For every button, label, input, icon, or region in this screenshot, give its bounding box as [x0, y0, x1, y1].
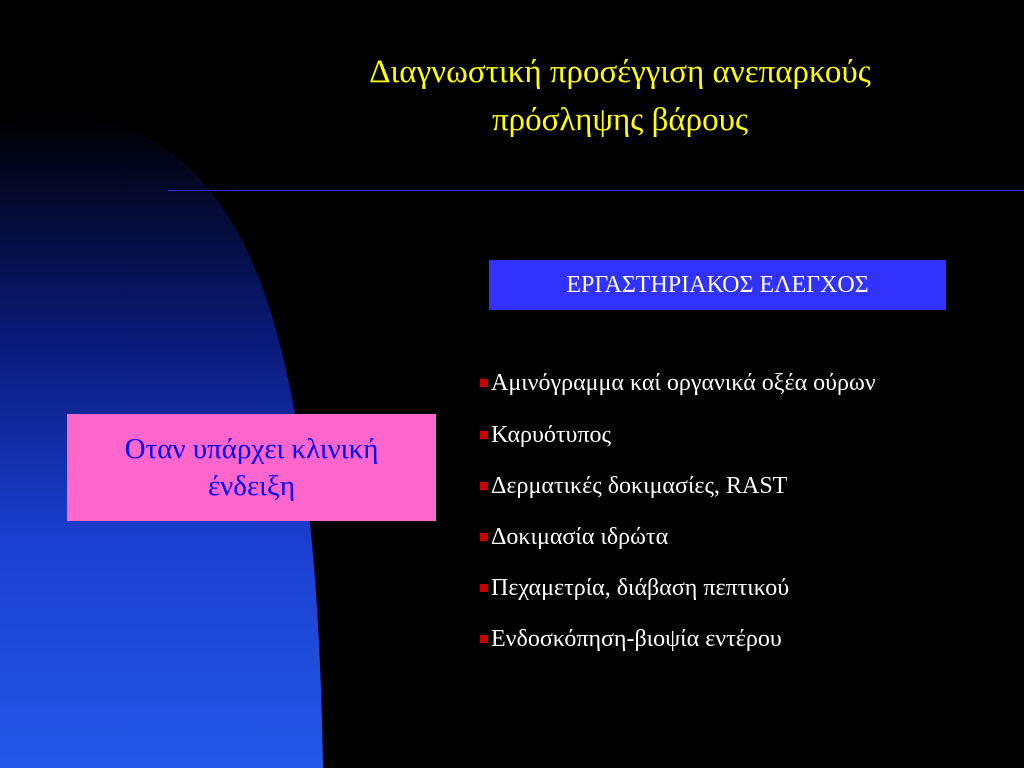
lab-tests-list [480, 366, 980, 673]
list-item-text: Αμινόγραμμα καί οργανικά οξέα ούρων [491, 370, 876, 396]
clinical-indication-box [67, 414, 436, 521]
slide-title [230, 48, 1010, 144]
list-item [480, 469, 980, 503]
title-line: Διαγνωστική προσέγγιση ανεπαρκούς [369, 54, 871, 90]
square-bullet-icon [480, 379, 488, 387]
square-bullet-icon [480, 584, 488, 592]
lab-testing-header: ΕΡΓΑΣΤΗΡΙΑΚΟΣ ΕΛΕΓΧΟΣ [489, 260, 946, 310]
list-item [480, 571, 980, 605]
list-item-text: Καρυότυπος [491, 422, 612, 448]
indication-line: ένδειξη [207, 469, 296, 502]
list-item-text: Ενδοσκόπηση-βιοψία εντέρου [491, 626, 782, 652]
square-bullet-icon [480, 533, 488, 541]
square-bullet-icon [480, 482, 488, 490]
list-item-text: Πεχαμετρία, διάβαση πεπτικού [491, 575, 790, 601]
list-item [480, 366, 980, 400]
title-line: πρόσληψης βάρους [491, 102, 749, 138]
list-item [480, 622, 980, 656]
list-item-text: Δερματικές δοκιμασίες, RAST [491, 473, 788, 499]
list-item [480, 418, 980, 452]
title-divider [168, 190, 1024, 191]
square-bullet-icon [480, 431, 488, 439]
list-item-text: Δοκιμασία ιδρώτα [491, 524, 669, 550]
square-bullet-icon [480, 635, 488, 643]
list-item [480, 520, 980, 554]
indication-line: Οταν υπάρχει κλινική [124, 432, 379, 465]
